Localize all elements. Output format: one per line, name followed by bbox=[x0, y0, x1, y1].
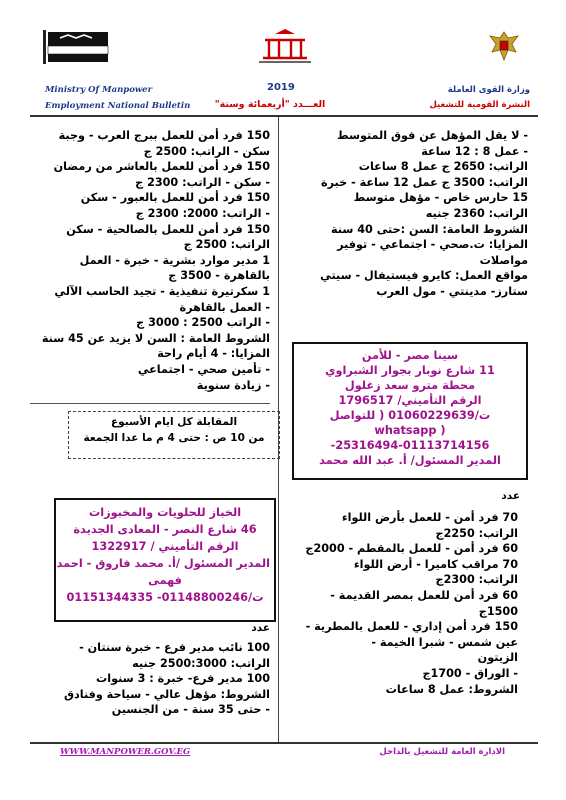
job-line: 1 مدير موارد بشرية - خبرة - العمل bbox=[79, 253, 270, 267]
job-line: 150 فرد أمن للعمل بالصالحية - سكن bbox=[66, 222, 270, 236]
box-line: سينا مصر - للأمن bbox=[361, 349, 459, 362]
box-line: الرقم التأميني/ 1796517 bbox=[338, 394, 482, 407]
flag-logo bbox=[40, 30, 112, 64]
company-box-khabbaz bbox=[54, 498, 276, 622]
footer-rule bbox=[30, 742, 538, 744]
job-line: - الراتب 2500 : 3000 ج bbox=[136, 316, 270, 330]
job-line: 150 فرد أمن إداري - للعمل بالمطرية - bbox=[305, 620, 518, 634]
ministry-ar: وزارة القوى العاملة bbox=[447, 85, 530, 95]
section-rule bbox=[30, 403, 270, 404]
box-line: 46 شارع النصر - المعادى الجديدة bbox=[73, 523, 257, 536]
job-line: الزيتون bbox=[477, 651, 518, 665]
box-line: الرقم التأميني / 1322917 bbox=[91, 540, 239, 553]
left-column-jobs-1 bbox=[30, 128, 270, 393]
box-line: المدير المسئول/ أ. عبد الله محمد bbox=[319, 454, 501, 467]
job-line: 15 حارس خاص - مؤهل متوسط bbox=[353, 191, 528, 205]
header-rule bbox=[30, 115, 538, 117]
job-line: 150 فرد أمن للعمل بالعاشر من رمضان bbox=[53, 160, 270, 174]
egypt-eagle-emblem bbox=[486, 28, 522, 64]
job-line: المزايا: ت.صحي - اجتماعي - توفير bbox=[337, 238, 528, 252]
year: 2019 bbox=[267, 82, 295, 93]
right-column-jobs-2 bbox=[292, 510, 518, 697]
job-line: - سكن - الراتب: 2300 ج bbox=[135, 175, 270, 189]
job-line: مواقع العمل: كايرو فيستيفال - سيتي bbox=[320, 269, 528, 283]
footer-url[interactable]: WWW.MANPOWER.GOV.EG bbox=[60, 747, 191, 757]
bulletin-en: Employment National Bulletin bbox=[45, 101, 191, 111]
box-line: ( whatsapp bbox=[374, 424, 446, 437]
footer-dept: الادارة العامة للتشغيل بالداخل bbox=[379, 747, 505, 757]
issue-title: العـــدد "أربعمائة وستة" bbox=[214, 99, 326, 110]
interview-line: من 10 ص : حتى 4 م ما عدا الجمعة bbox=[83, 431, 265, 444]
job-line: - عمل 8 : 12 ساعة bbox=[421, 144, 528, 158]
job-line: - حتى 35 سنة - من الجنسين bbox=[111, 703, 270, 717]
box-line: فهمى bbox=[148, 574, 182, 587]
right-column-jobs-1 bbox=[292, 128, 528, 300]
job-line: 70 مراقب كاميرا - أرض اللواء bbox=[353, 557, 518, 571]
job-line: ستارز- مدينتي - مول العرب bbox=[376, 284, 528, 298]
job-line: - لا يقل المؤهل عن فوق المتوسط bbox=[336, 129, 528, 142]
bulletin-ar: النشرة القومية للتشغيل bbox=[429, 100, 530, 110]
job-line: 150 فرد أمن للعمل بالعبور - سكن bbox=[80, 191, 270, 205]
job-line: - الوراق - 1700ج bbox=[422, 666, 518, 680]
box-line: ت/01148800246- 01151344335 bbox=[66, 591, 264, 604]
job-line: الراتب: 2500 ج bbox=[183, 238, 270, 252]
box-line: محطة مترو سعد زغلول bbox=[344, 379, 476, 392]
job-line: - العمل بالقاهرة bbox=[179, 300, 270, 314]
job-line: الراتب: 2250ج bbox=[435, 526, 518, 540]
job-line: 100 نائب مدير فرع - خبرة سنتان - bbox=[79, 641, 270, 654]
right-count-label: عدد bbox=[501, 490, 520, 502]
job-line: بالقاهرة - 3500 ج bbox=[168, 269, 270, 283]
center-emblem bbox=[255, 28, 315, 64]
job-line: - زيادة سنوية bbox=[196, 378, 270, 392]
left-column-jobs-2 bbox=[30, 640, 270, 718]
job-line: الراتب: 2500:3000 جنيه bbox=[132, 656, 270, 670]
job-line: الشروط العامة: السن :حتى 40 سنة bbox=[330, 222, 528, 236]
job-line: الراتب: 2300ج bbox=[435, 573, 518, 587]
job-line: الشروط: عمل 8 ساعات bbox=[385, 682, 518, 696]
box-line: 25316494-01113714156- bbox=[330, 439, 490, 452]
interview-line: المقابلة كل ايام الأسبوع bbox=[110, 416, 238, 428]
job-line: - الراتب: 2000: 2300 ج bbox=[135, 206, 270, 220]
job-line: عين شمس - شبرا الخيمة - bbox=[371, 635, 518, 649]
job-line: الراتب: 2650 ج عمل 8 ساعات bbox=[358, 160, 528, 174]
box-line: 11 شارع نوبار بجوار الشبراوي bbox=[325, 364, 495, 377]
box-line: المدير المسئول /أ. محمد فاروق - احمد bbox=[56, 557, 270, 570]
job-line: الشروط: مؤهل عالي - سياحة وفنادق bbox=[64, 687, 270, 701]
interview-box bbox=[68, 411, 280, 459]
job-line: - تأمين صحي - اجتماعي bbox=[137, 362, 270, 376]
job-line: مواصلات bbox=[479, 253, 528, 267]
box-line: الخباز للحلويات والمخبوزات bbox=[88, 506, 242, 519]
ministry-en: Ministry Of Manpower bbox=[45, 85, 153, 95]
job-line: 1 سكرتيرة تنفيذية - تجيد الحاسب الآلي bbox=[54, 284, 270, 298]
job-line: 100 مدير فرع- خبرة : 3 سنوات bbox=[96, 672, 270, 686]
job-line: سكن - الراتب: 2500 ج bbox=[143, 144, 270, 158]
company-box-sina-misr bbox=[292, 342, 528, 480]
job-line: 150 فرد أمن للعمل ببرج العرب - وجبة bbox=[58, 129, 270, 142]
job-line: المزايا: - 4 أيام راحة bbox=[157, 347, 270, 361]
job-line: الراتب: 2360 جنيه bbox=[425, 206, 528, 220]
job-line: 1500ج bbox=[478, 604, 518, 618]
left-count-label: عدد bbox=[251, 622, 270, 634]
job-line: الراتب: 3500 ج عمل 12 ساعة - خبرة bbox=[320, 175, 528, 189]
box-line: ت/01060229639 ( للتواصل bbox=[329, 409, 491, 422]
job-line: 60 فرد أمن - للعمل بالمقطم - 2000ج bbox=[305, 542, 518, 556]
job-line: 60 فرد أمن للعمل بمصر القديمة - bbox=[330, 588, 518, 602]
job-line: الشروط العامة : السن لا يزيد عن 45 سنة bbox=[41, 331, 270, 345]
job-line: 70 فرد أمن - للعمل بأرض اللواء bbox=[341, 511, 518, 524]
